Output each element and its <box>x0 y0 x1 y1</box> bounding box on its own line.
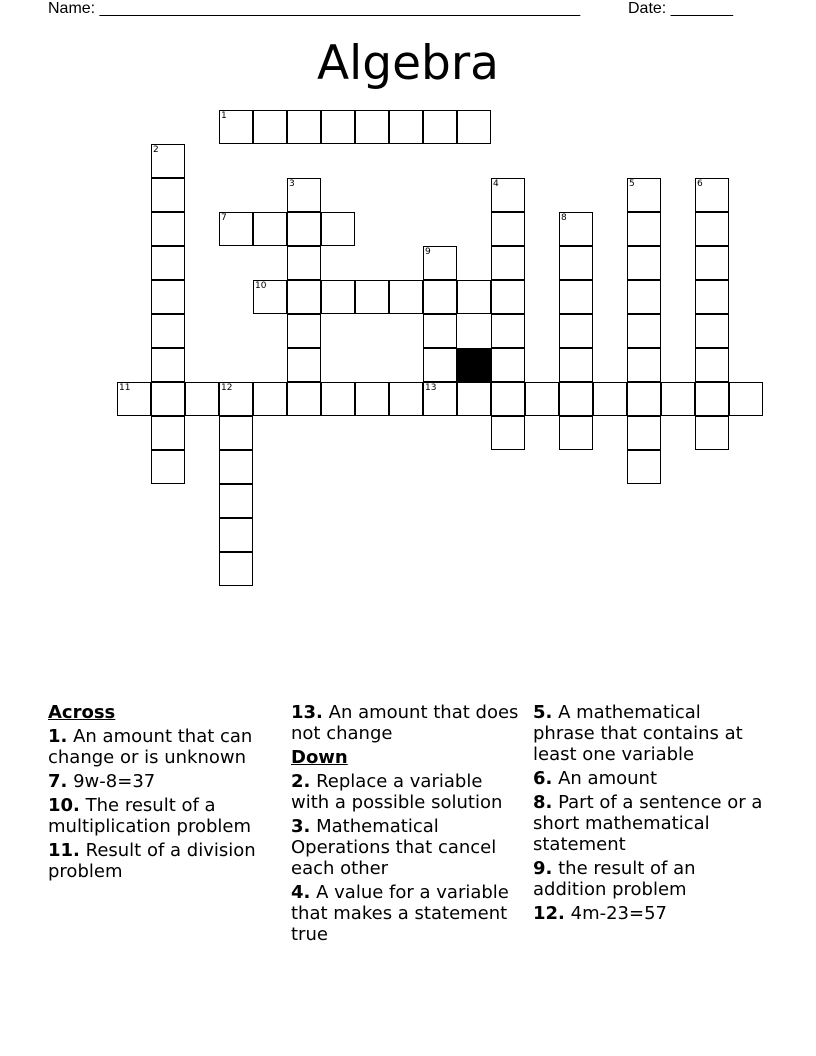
clue-number-label: 6 <box>697 179 703 189</box>
grid-cell[interactable] <box>151 280 185 314</box>
grid-cell[interactable] <box>389 280 423 314</box>
clue-number-label: 3 <box>289 179 295 189</box>
clue-text: An amount <box>558 768 658 789</box>
clue-text: An amount that does not change <box>291 702 519 744</box>
clue-number-label: 4 <box>493 179 499 189</box>
puzzle-title: Algebra <box>317 36 499 91</box>
grid-cell[interactable] <box>355 280 389 314</box>
clue-text: Replace a variable with a possible solution <box>291 771 503 813</box>
grid-cell[interactable] <box>559 348 593 382</box>
down-clue-4 <box>291 882 523 945</box>
grid-cell[interactable] <box>219 212 253 246</box>
grid-cell[interactable] <box>627 416 661 450</box>
clue-column-1 <box>48 702 280 885</box>
grid-cell[interactable] <box>491 382 525 416</box>
clue-number-label: 8 <box>561 213 567 223</box>
grid-cell[interactable] <box>457 382 491 416</box>
grid-cell[interactable] <box>321 212 355 246</box>
down-clue-2 <box>291 771 523 813</box>
grid-block-cell <box>457 348 491 382</box>
grid-cell[interactable] <box>627 450 661 484</box>
clue-number: 4. <box>291 882 311 903</box>
grid-cell[interactable] <box>491 314 525 348</box>
clue-number: 7. <box>48 771 68 792</box>
grid-cell[interactable] <box>695 382 729 416</box>
grid-cell[interactable] <box>219 382 253 416</box>
grid-cell[interactable] <box>491 416 525 450</box>
grid-cell[interactable] <box>219 484 253 518</box>
grid-cell[interactable] <box>491 280 525 314</box>
grid-cell[interactable] <box>695 416 729 450</box>
grid-cell[interactable] <box>389 110 423 144</box>
clue-number: 8. <box>533 792 553 813</box>
grid-cell[interactable] <box>287 110 321 144</box>
grid-cell[interactable] <box>695 246 729 280</box>
clue-number: 3. <box>291 816 311 837</box>
clue-text: 4m-23=57 <box>570 903 667 924</box>
clue-text: Result of a division problem <box>48 840 256 882</box>
down-clue-3 <box>291 816 523 879</box>
clue-number: 2. <box>291 771 311 792</box>
clue-text: A value for a variable that makes a statement true <box>291 882 509 945</box>
grid-cell[interactable] <box>695 178 729 212</box>
grid-cell[interactable] <box>219 552 253 586</box>
clue-number-label: 5 <box>629 179 635 189</box>
clue-text: An amount that can change or is unknown <box>48 726 253 768</box>
grid-cell[interactable] <box>287 246 321 280</box>
grid-cell[interactable] <box>219 416 253 450</box>
grid-cell[interactable] <box>627 246 661 280</box>
grid-cell[interactable] <box>253 110 287 144</box>
clue-number-label: 7 <box>221 213 227 223</box>
grid-cell[interactable] <box>219 450 253 484</box>
grid-cell[interactable] <box>287 382 321 416</box>
clue-number: 11. <box>48 840 80 861</box>
down-heading: Down <box>291 747 348 768</box>
clue-number-label: 12 <box>221 383 233 393</box>
grid-cell[interactable] <box>151 246 185 280</box>
grid-cell[interactable] <box>151 144 185 178</box>
grid-cell[interactable] <box>253 382 287 416</box>
grid-cell[interactable] <box>355 382 389 416</box>
clue-text: Part of a sentence or a short mathematical statement <box>533 792 763 855</box>
clue-number: 12. <box>533 903 565 924</box>
across-heading: Across <box>48 702 116 723</box>
across-clue-1 <box>48 726 280 768</box>
clue-number-label: 10 <box>255 281 267 291</box>
grid-cell[interactable] <box>151 314 185 348</box>
date-field-label: Date: _______ <box>628 0 733 17</box>
grid-cell[interactable] <box>117 382 151 416</box>
grid-cell[interactable] <box>185 382 219 416</box>
grid-cell[interactable] <box>525 382 559 416</box>
grid-cell[interactable] <box>423 110 457 144</box>
grid-cell[interactable] <box>695 314 729 348</box>
down-clue-9 <box>533 858 765 900</box>
grid-cell[interactable] <box>423 314 457 348</box>
across-clue-11 <box>48 840 280 882</box>
grid-cell[interactable] <box>219 110 253 144</box>
grid-cell[interactable] <box>593 382 627 416</box>
grid-cell[interactable] <box>491 178 525 212</box>
clue-text: the result of an addition problem <box>533 858 696 900</box>
clue-text: 9w-8=37 <box>73 771 156 792</box>
grid-cell[interactable] <box>491 246 525 280</box>
down-clue-5 <box>533 702 765 765</box>
grid-cell[interactable] <box>151 416 185 450</box>
grid-cell[interactable] <box>627 212 661 246</box>
grid-cell[interactable] <box>559 212 593 246</box>
down-clue-6 <box>533 768 765 789</box>
grid-cell[interactable] <box>661 382 695 416</box>
grid-cell[interactable] <box>287 314 321 348</box>
grid-cell[interactable] <box>253 212 287 246</box>
clue-number: 5. <box>533 702 553 723</box>
clue-text: The result of a multiplication problem <box>48 795 252 837</box>
clue-number-label: 9 <box>425 247 431 257</box>
grid-cell[interactable] <box>321 280 355 314</box>
grid-cell[interactable] <box>559 246 593 280</box>
name-field-label: Name: ______________________________________________________ <box>48 0 581 17</box>
grid-cell[interactable] <box>695 348 729 382</box>
grid-cell[interactable] <box>423 280 457 314</box>
clue-text: Mathematical Operations that cancel each other <box>291 816 497 879</box>
grid-cell[interactable] <box>287 280 321 314</box>
grid-cell[interactable] <box>559 416 593 450</box>
grid-cell[interactable] <box>151 450 185 484</box>
clue-column-3 <box>533 702 765 927</box>
clue-text: A mathematical phrase that contains at least one variable <box>533 702 743 765</box>
across-clue-7 <box>48 771 280 792</box>
clue-number: 10. <box>48 795 80 816</box>
grid-cell[interactable] <box>695 212 729 246</box>
clue-number-label: 13 <box>425 383 437 393</box>
grid-cell[interactable] <box>151 382 185 416</box>
grid-cell[interactable] <box>423 246 457 280</box>
grid-cell[interactable] <box>423 382 457 416</box>
across-clue-10 <box>48 795 280 837</box>
grid-cell[interactable] <box>151 178 185 212</box>
grid-cell[interactable] <box>287 178 321 212</box>
clue-number-label: 11 <box>119 383 131 393</box>
grid-cell[interactable] <box>627 348 661 382</box>
grid-cell[interactable] <box>321 382 355 416</box>
clue-number: 6. <box>533 768 553 789</box>
grid-cell[interactable] <box>151 348 185 382</box>
grid-cell[interactable] <box>389 382 423 416</box>
grid-cell[interactable] <box>457 280 491 314</box>
grid-cell[interactable] <box>559 280 593 314</box>
grid-cell[interactable] <box>287 348 321 382</box>
clue-number-label: 1 <box>221 111 227 121</box>
clue-number: 13. <box>291 702 323 723</box>
grid-cell[interactable] <box>627 178 661 212</box>
grid-cell[interactable] <box>559 382 593 416</box>
clue-number-label: 2 <box>153 145 159 155</box>
grid-cell[interactable] <box>627 382 661 416</box>
grid-cell[interactable] <box>321 110 355 144</box>
grid-cell[interactable] <box>491 212 525 246</box>
grid-cell[interactable] <box>151 212 185 246</box>
clue-number: 1. <box>48 726 68 747</box>
grid-cell[interactable] <box>695 280 729 314</box>
grid-cell[interactable] <box>729 382 763 416</box>
grid-cell[interactable] <box>627 280 661 314</box>
across-clue-13 <box>291 702 523 744</box>
grid-cell[interactable] <box>491 348 525 382</box>
clue-column-2 <box>291 702 523 948</box>
grid-cell[interactable] <box>253 280 287 314</box>
grid-cell[interactable] <box>457 110 491 144</box>
grid-cell[interactable] <box>287 212 321 246</box>
clue-number: 9. <box>533 858 553 879</box>
grid-cell[interactable] <box>355 110 389 144</box>
grid-cell[interactable] <box>559 314 593 348</box>
down-clue-12 <box>533 903 765 924</box>
grid-cell[interactable] <box>627 314 661 348</box>
down-clue-8 <box>533 792 765 855</box>
grid-cell[interactable] <box>423 348 457 382</box>
grid-cell[interactable] <box>219 518 253 552</box>
